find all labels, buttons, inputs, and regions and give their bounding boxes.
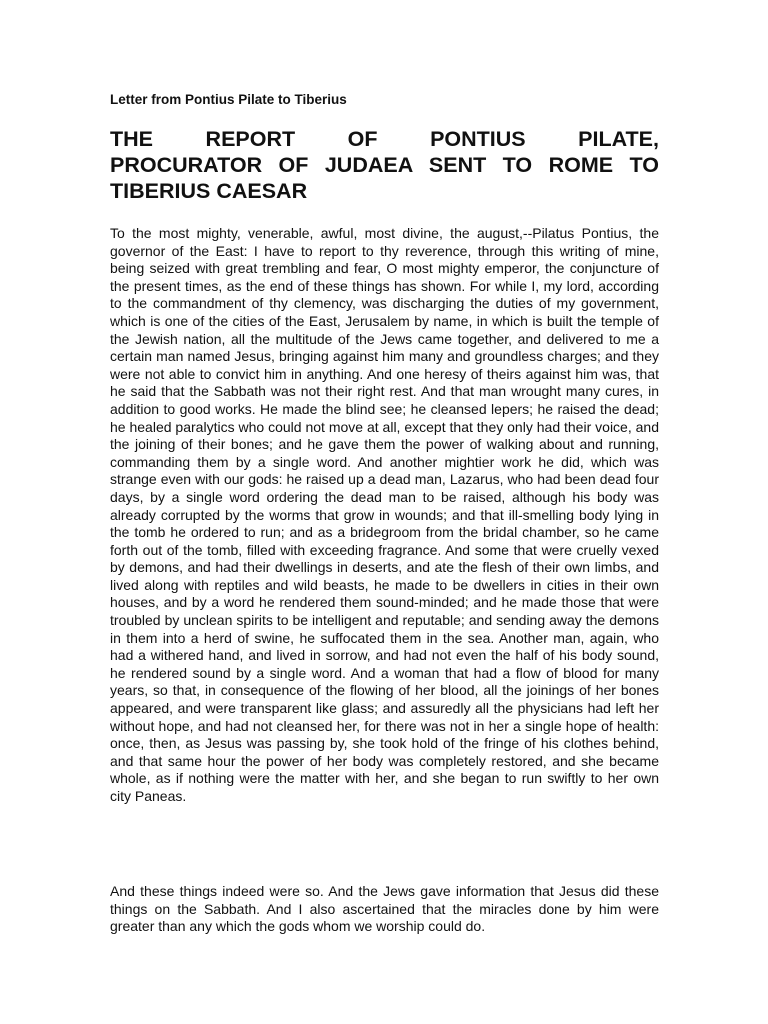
- document-title-line-2: PROCURATOR OF JUDAEA SENT TO ROME TO: [110, 153, 659, 177]
- document-title-line-3: TIBERIUS CAESAR: [110, 179, 308, 203]
- body-paragraph-1: To the most mighty, venerable, awful, most divine, the august,--Pilatus Pontius, the governor of the East: I have to report to thy reverence, through this writing of mine, being seized with great trembling and fear, O most mighty emperor, the conjuncture of the present times, as the end of these things has shown. For while I, my lord, according to the commandment of thy clemency, was discharging the duties of my government, which is one of the cities of the East, Jerusalem by name, in which is built the temple of the Jewish nation, all the multitude of the Jews came together, and delivered to me a certain man named Jesus, bringing against him many and groundless charges; and they were not able to convict him in anything. And one heresy of theirs against him was, that he said that the Sabbath was not their right rest. And that man wrought many cures, in addition to good works. He made the blind see; he cleansed lepers; he raised the dead; he healed paralytics who could not move at all, except that they only had their voice, and the joining of their bones; and he gave them the power of walking about and running, commanding them by a single word. And another mightier work he did, which was strange even with our gods: he raised up a dead man, Lazarus, who had been dead four days, by a single word ordering the dead man to be raised, although his body was already corrupted by the worms that grow in wounds; and that ill-smelling body lying in the tomb he ordered to run; and as a bridegroom from the bridal chamber, so he came forth out of the tomb, filled with exceeding fragrance. And some that were cruelly vexed by demons, and had their dwellings in deserts, and ate the flesh of their own limbs, and lived along with reptiles and wild beasts, he made to be dwellers in cities in their own houses, and by a word he rendered them sound-minded; and he made those that were troubled by unclean spirits to be intelligent and reputable; and sending away the demons in them into a herd of swine, he suffocated them in the sea. Another man, again, who had a withered hand, and lived in sorrow, and had not even the half of his body sound, he rendered sound by a single word. And a woman that had a flow of blood for many years, so that, in consequence of the flowing of her blood, all the joinings of her bones appeared, and were transparent like glass; and assuredly all the physicians had left her without hope, and had not cleansed her, for there was not in her a single hope of health: once, then, as Jesus was passing by, she took hold of the fringe of his clothes behind, and that same hour the power of her body was completely restored, and she became whole, as if nothing were the matter with her, and she began to run swiftly to her own city Paneas.: [110, 225, 659, 804]
- document-title-line-1: THE REPORT OF PONTIUS PILATE,: [110, 127, 659, 151]
- document-title: [110, 126, 659, 204]
- document-page: [110, 0, 659, 1024]
- body-paragraph-2: And these things indeed were so. And the Jews gave information that Jesus did these things on the Sabbath. And I also ascertained that the miracles done by him were greater than any which the gods whom we worship could do.: [110, 883, 659, 935]
- document-label: Letter from Pontius Pilate to Tiberius: [110, 92, 347, 107]
